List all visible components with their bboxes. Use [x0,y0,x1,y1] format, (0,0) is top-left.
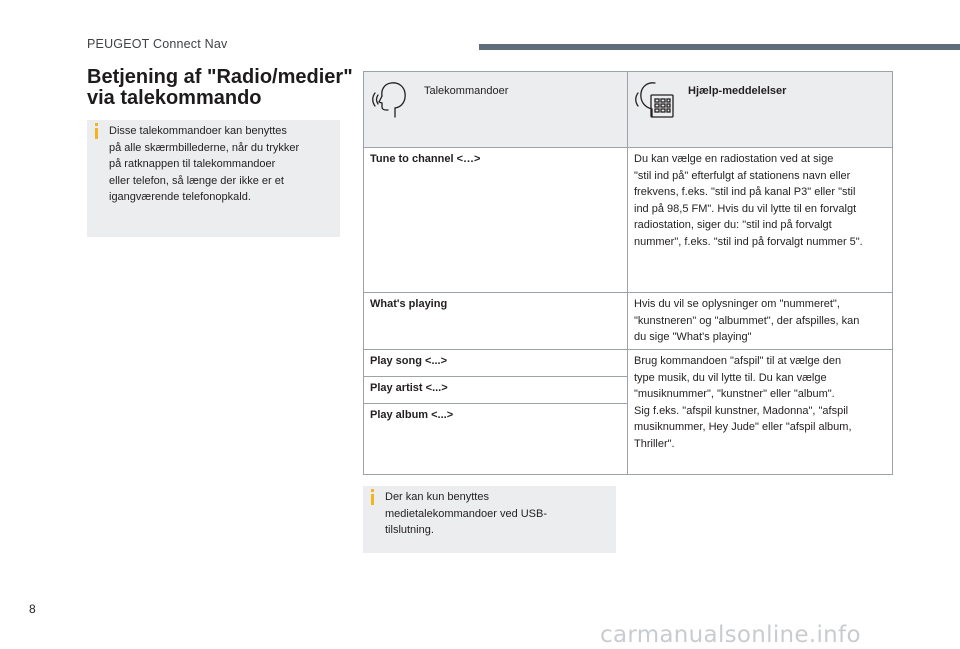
help-cell: Du kan vælge en radiostation ved at sige "stil ind på" efterfulgt af stationens navn eller frekvens, f.eks. "stil ind på kanal P3" eller "stil ind på 98,5 FM". Hvis du vil lytte til en forvalgt radiostation, siger du: "stil ind på forvalgt nummer", f.eks. "stil ind på forvalgt nummer 5". [628,148,893,293]
table-header-help-label: Hjælp-meddelelser [688,85,787,97]
voice-help-icon [634,81,678,125]
page-title-line: Betjening af "Radio/medier" [87,66,353,88]
voice-command-icon [370,81,414,125]
page-title [87,67,357,109]
table-header-row [364,72,893,148]
note-line: eller telefon, så længe der ikke er et [109,174,284,187]
info-note [363,486,616,553]
table-row [364,293,893,350]
info-note [87,120,340,237]
note-line: medietalekommandoer ved USB- [385,507,548,520]
header-bar [479,44,960,50]
info-note-text [109,123,330,206]
command-cell: Play song <...> [364,350,628,377]
info-icon [95,123,98,126]
help-cell-shared: Brug kommandoen "afspil" til at vælge den type musik, du vil lytte til. Du kan vælge "musiknummer", "kunstner" eller "album". Sig f.eks. "afspil kunstner, Madonna", "afspil musiknummer, Hey Jude" eller "afspil album, Thriller". [628,350,893,475]
table-header-commands [364,72,628,148]
table-row [364,350,893,377]
voice-commands-table [363,71,893,475]
table-header-help [628,72,893,148]
note-line: tilslutning. [385,524,434,536]
note-line: på ratknappen til talekommandoer [109,158,276,170]
watermark: carmanualsonline.info [600,622,861,648]
command-cell: Play album <...> [364,404,628,475]
info-icon-bar [371,494,374,505]
note-line: på alle skærmbillederne, når du trykker [109,141,300,154]
table-row [364,148,893,293]
command-cell: What's playing [364,293,628,350]
note-line: igangværende telefonopkald. [109,191,251,203]
command-cell: Tune to channel <…> [364,148,628,293]
table-header-commands-label: Talekommandoer [424,85,509,97]
help-cell: Hvis du vil se oplysninger om "nummeret", "kunstneren" og "albummet", der afspilles, kan du sige "What's playing" [628,293,893,350]
page-number: 8 [29,602,36,616]
note-line: Der kan kun benyttes [385,491,489,503]
info-icon [371,489,374,492]
page-title-line: via talekommando [87,87,262,109]
info-note-text [385,489,606,539]
info-icon-bar [95,128,98,139]
header-brand: PEUGEOT Connect Nav [87,37,228,51]
note-line: Disse talekommandoer kan benyttes [109,125,287,137]
command-cell: Play artist <...> [364,377,628,404]
